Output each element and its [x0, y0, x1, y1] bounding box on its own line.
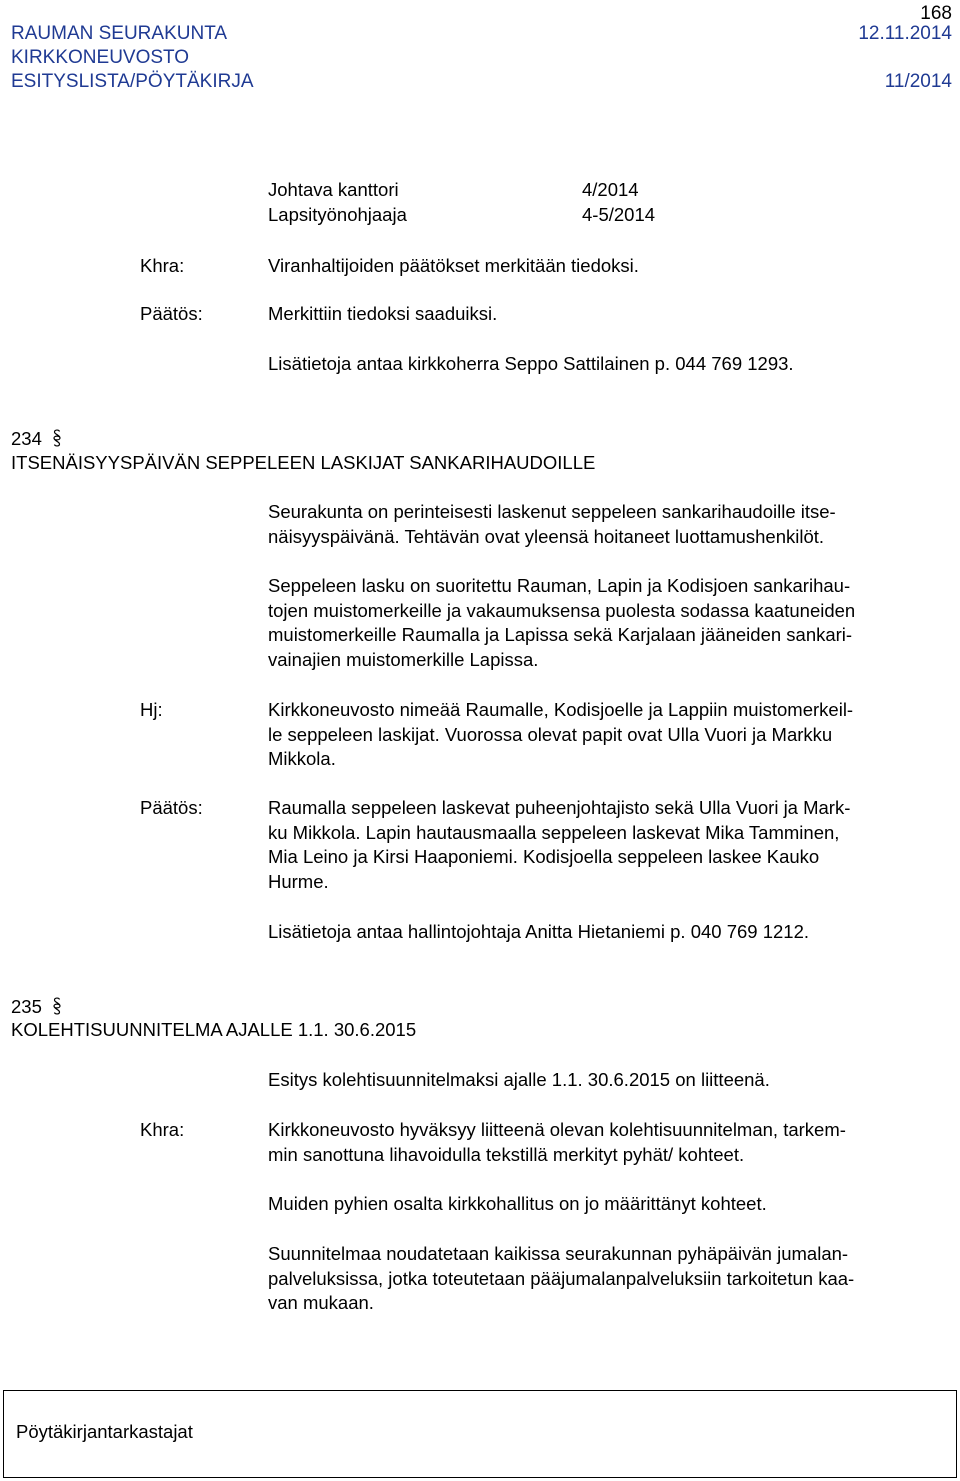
paragraph — [268, 574, 958, 672]
intro-role-1: Johtava kanttori — [268, 179, 399, 200]
info-text: Lisätietoja antaa hallintojohtaja Anitta Hietaniemi p. 040 769 1212. — [268, 921, 809, 942]
header-issue: 11/2014 — [884, 71, 952, 92]
paatos-label: Päätös: — [140, 797, 203, 818]
header-org: RAUMAN SEURAKUNTA — [11, 23, 228, 44]
section-title: KOLEHTISUUNNITELMA AJALLE 1.1. 30.6.2015 — [11, 1019, 417, 1040]
paatos-text: Merkittiin tiedoksi saaduiksi. — [268, 303, 498, 324]
section-sign-icon — [52, 428, 62, 448]
header-doc-type: ESITYSLISTA/PÖYTÄKIRJA — [11, 71, 254, 92]
signature-box — [3, 1390, 957, 1478]
paragraph: Muiden pyhien osalta kirkkohallitus on jo määrittänyt kohteet. — [268, 1193, 767, 1214]
paragraph-line: ku Mikkola. Lapin hautausmaalla seppeleen laskevat Mika Tamminen, — [268, 821, 840, 843]
section-number: 234 — [11, 428, 42, 449]
khra-paragraph — [268, 1118, 958, 1167]
intro-period-1: 4/2014 — [582, 179, 639, 200]
hj-paragraph — [268, 698, 958, 772]
paragraph-line: Raumalla seppeleen laskevat puheenjohtajisto sekä Ulla Vuori ja Mark- — [268, 797, 851, 818]
paragraph-line: Mikkola. — [268, 748, 336, 769]
hj-label: Hj: — [140, 699, 163, 720]
paragraph-line: Suunnitelmaa noudatetaan kaikissa seurakunnan pyhäpäivän jumalan- — [268, 1243, 849, 1264]
header-date: 12.11.2014 — [858, 23, 952, 44]
paragraph-line: van mukaan. — [268, 1292, 374, 1313]
paragraph-line: Kirkkoneuvosto hyväksyy liitteenä olevan kolehtisuunnitelman, tarkem- — [268, 1119, 846, 1140]
section-number: 235 — [11, 996, 42, 1017]
paatos-paragraph — [268, 796, 958, 894]
section-title: ITSENÄISYYSPÄIVÄN SEPPELEEN LASKIJAT SANKARIHAUDOILLE — [11, 452, 596, 473]
paragraph-line: Kirkkoneuvosto nimeää Raumalle, Kodisjoelle ja Lappiin muistomerkeil- — [268, 699, 854, 720]
paragraph-line: vainajien muistomerkille Lapissa. — [268, 648, 539, 670]
paragraph: Esitys kolehtisuunnitelmaksi ajalle 1.1. 30.6.2015 on liitteenä. — [268, 1069, 770, 1090]
paragraph-line: näisyyspäivänä. Tehtävän ovat yleensä hoitaneet luottamushenkilöt. — [268, 525, 825, 547]
paragraph — [268, 1242, 958, 1316]
info-text: Lisätietoja antaa kirkkoherra Seppo Sattilainen p. 044 769 1293. — [268, 353, 794, 374]
header-body: KIRKKONEUVOSTO — [11, 47, 190, 68]
khra-label: Khra: — [140, 1119, 185, 1140]
paragraph-line: palveluksissa, jotka toteutetaan pääjumalanpalveluksiin tarkoitetun kaa- — [268, 1267, 855, 1289]
paragraph-line: Seppeleen lasku on suoritettu Rauman, Lapin ja Kodisjoen sankarihau- — [268, 575, 851, 596]
khra-label: Khra: — [140, 255, 185, 276]
intro-role-2: Lapsityönohjaaja — [268, 204, 407, 225]
paragraph — [268, 500, 958, 549]
page-number: 168 — [920, 3, 952, 24]
paragraph-line: le seppeleen laskijat. Vuorossa olevat papit ovat Ulla Vuori ja Markku — [268, 723, 833, 745]
footer-label: Pöytäkirjantarkastajat — [16, 1421, 193, 1442]
paragraph-line: Hurme. — [268, 870, 329, 892]
paatos-label: Päätös: — [140, 303, 203, 324]
paragraph-line: min sanottuna lihavoidulla tekstillä merkityt pyhät/ kohteet. — [268, 1143, 745, 1165]
paragraph-line: tojen muistomerkeille ja vakaumuksensa puolesta sodassa kaatuneiden — [268, 599, 856, 621]
paragraph-line: Mia Leino ja Kirsi Haaponiemi. Kodisjoella seppeleen laskee Kauko — [268, 846, 820, 867]
section-sign-icon — [52, 996, 62, 1016]
paragraph-line: Seurakunta on perinteisesti laskenut seppeleen sankarihaudoille itse- — [268, 501, 836, 522]
paragraph-line: muistomerkeille Raumalla ja Lapissa sekä Karjalaan jääneiden sankari- — [268, 624, 853, 645]
khra-text: Viranhaltijoiden päätökset merkitään tiedoksi. — [268, 255, 639, 276]
intro-period-2: 4-5/2014 — [582, 204, 656, 225]
